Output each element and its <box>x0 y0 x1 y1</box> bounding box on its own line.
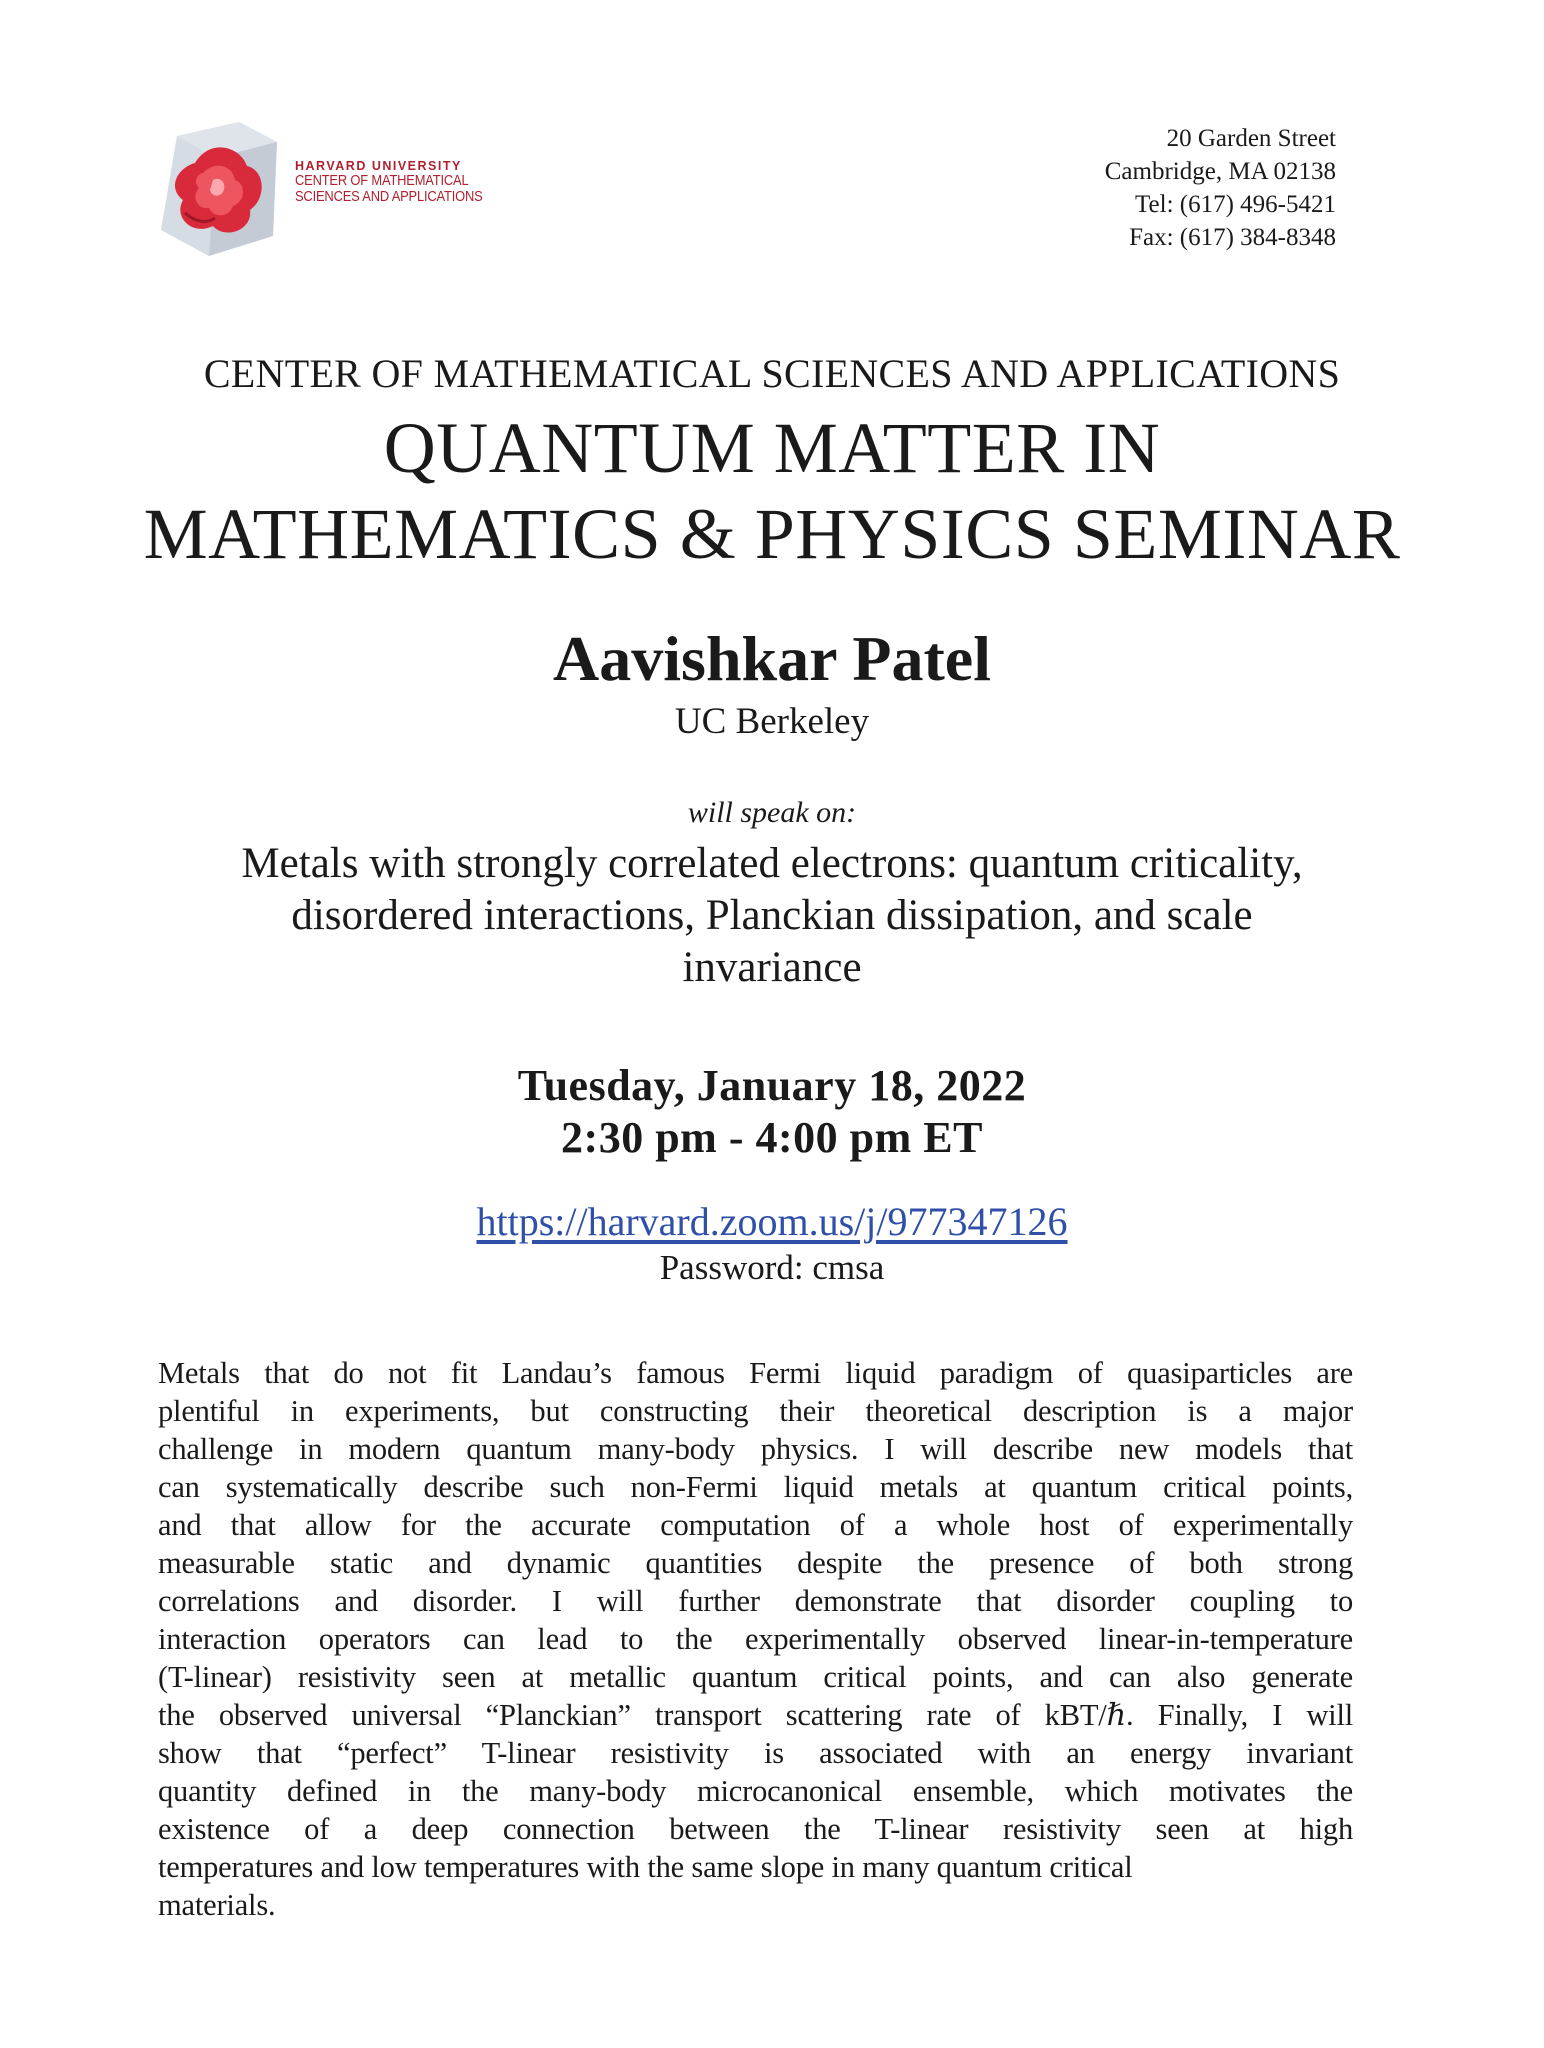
abstract-line: temperatures and low temperatures with the same slope in many quantum critical <box>158 1850 1133 1884</box>
address-street: 20 Garden Street <box>1166 125 1336 152</box>
seminar-title <box>0 405 1544 577</box>
abstract <box>158 1354 1353 1924</box>
event-time: 2:30 pm - 4:00 pm ET <box>561 1113 983 1162</box>
center-name-heading: CENTER OF MATHEMATICAL SCIENCES AND APPLICATIONS <box>203 351 1341 396</box>
address-tel: Tel: (617) 496-5421 <box>1135 191 1336 218</box>
address-fax: Fax: (617) 384-8348 <box>1129 224 1336 251</box>
address-city: Cambridge, MA 02138 <box>1104 158 1336 185</box>
logo-text <box>295 160 513 205</box>
event-date: Tuesday, January 18, 2022 <box>517 1061 1027 1110</box>
abstract-line: measurable static and dynamic quantities despite the presence of both strong <box>158 1546 1353 1580</box>
talk-title <box>0 838 1544 994</box>
abstract-line: challenge in modern quantum many-body physics. I will describe new models that <box>158 1432 1353 1466</box>
logo-center-line: CENTER OF MATHEMATICAL <box>295 172 469 190</box>
zoom-link[interactable]: https://harvard.zoom.us/j/977347126 <box>476 1199 1068 1244</box>
speaker-name: Aavishkar Patel <box>553 623 991 694</box>
zoom-password: Password: cmsa <box>659 1248 885 1287</box>
abstract-line: show that “perfect” T-linear resistivity is associated with an energy invariant <box>158 1736 1353 1770</box>
seminar-title-line: MATHEMATICS & PHYSICS SEMINAR <box>143 494 1401 574</box>
abstract-line: correlations and disorder. I will further demonstrate that disorder coupling to <box>158 1584 1353 1618</box>
seminar-title-line: QUANTUM MATTER IN <box>383 408 1161 488</box>
talk-title-line: disordered interactions, Planckian dissipation, and scale <box>291 892 1253 939</box>
talk-title-line: invariance <box>682 944 862 991</box>
cmsa-cube-logo-icon <box>155 118 280 258</box>
abstract-line: can systematically describe such non-Fermi liquid metals at quantum critical points, <box>158 1470 1353 1504</box>
abstract-line: the observed universal “Planckian” transport scattering rate of kBT/ℏ. Finally, I will <box>158 1698 1353 1732</box>
logo-university: HARVARD UNIVERSITY <box>295 159 462 173</box>
will-speak-on-label: will speak on: <box>687 796 857 829</box>
talk-title-line: Metals with strongly correlated electrons: quantum criticality, <box>241 840 1303 887</box>
abstract-line: interaction operators can lead to the experimentally observed linear-in-temperature <box>158 1622 1353 1656</box>
abstract-line: materials. <box>158 1888 276 1922</box>
zoom-link-row <box>0 1198 1544 1245</box>
address-block <box>1105 122 1336 254</box>
abstract-line: quantity defined in the many-body microcanonical ensemble, which motivates the <box>158 1774 1353 1808</box>
abstract-line: and that allow for the accurate computation of a whole host of experimentally <box>158 1508 1353 1542</box>
abstract-line: existence of a deep connection between the T-linear resistivity seen at high <box>158 1812 1353 1846</box>
logo-sciences-line: SCIENCES AND APPLICATIONS <box>295 187 483 205</box>
abstract-line: plentiful in experiments, but constructing their theoretical description is a major <box>158 1394 1353 1428</box>
abstract-line: Metals that do not fit Landau’s famous Fermi liquid paradigm of quasiparticles are <box>158 1356 1353 1390</box>
speaker-affiliation: UC Berkeley <box>674 701 870 742</box>
abstract-line: (T-linear) resistivity seen at metallic quantum critical points, and can also generate <box>158 1660 1353 1694</box>
cmsa-logo <box>155 118 495 263</box>
